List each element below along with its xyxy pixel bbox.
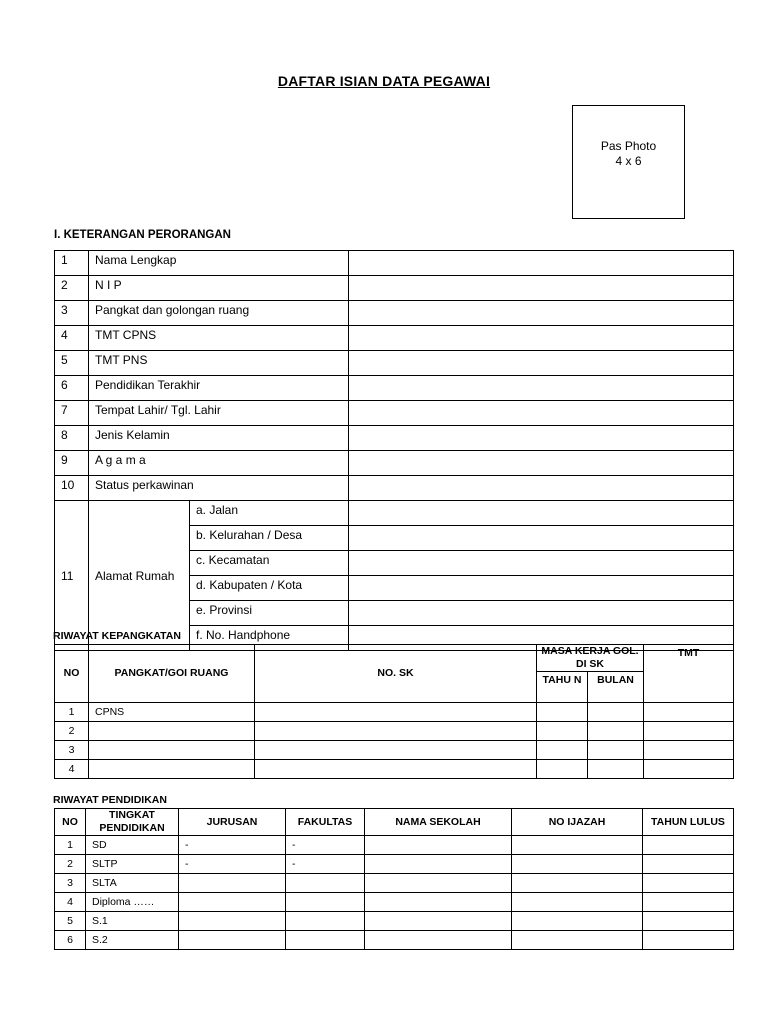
tingkat-cell: Diploma …… <box>86 893 179 912</box>
fakultas-cell[interactable] <box>286 931 365 950</box>
ijazah-cell[interactable] <box>512 912 643 931</box>
address-part-label: b. Kelurahan / Desa <box>190 526 349 551</box>
education-history-table <box>54 808 734 950</box>
jurusan-cell[interactable] <box>179 893 286 912</box>
tmt-cell[interactable] <box>644 741 734 760</box>
tingkat-cell: S.1 <box>86 912 179 931</box>
education-row <box>55 855 734 874</box>
sk-cell[interactable] <box>255 741 537 760</box>
jurusan-cell[interactable] <box>179 931 286 950</box>
field-label: A g a m a <box>89 451 349 476</box>
row-number: 10 <box>55 476 89 501</box>
field-label: Pangkat dan golongan ruang <box>89 301 349 326</box>
address-value-cell[interactable] <box>349 526 734 551</box>
address-part-label: d. Kabupaten / Kota <box>190 576 349 601</box>
row-number: 5 <box>55 912 86 931</box>
tingkat-cell: SLTP <box>86 855 179 874</box>
field-value-cell[interactable] <box>349 301 734 326</box>
lulus-cell[interactable] <box>643 874 734 893</box>
col-no-header: NO <box>55 645 89 703</box>
personal-row <box>55 251 734 276</box>
row-number: 4 <box>55 893 86 912</box>
field-value-cell[interactable] <box>349 326 734 351</box>
row-number: 7 <box>55 401 89 426</box>
row-number: 5 <box>55 351 89 376</box>
sekolah-cell[interactable] <box>365 855 512 874</box>
tmt-cell[interactable] <box>644 703 734 722</box>
fakultas-cell[interactable]: - <box>286 836 365 855</box>
tahun-cell[interactable] <box>537 760 588 779</box>
address-part-label: e. Provinsi <box>190 601 349 626</box>
education-row <box>55 893 734 912</box>
ijazah-cell[interactable] <box>512 836 643 855</box>
tmt-cell[interactable] <box>644 760 734 779</box>
row-number: 3 <box>55 874 86 893</box>
sekolah-cell[interactable] <box>365 912 512 931</box>
form-title: DAFTAR ISIAN DATA PEGAWAI <box>277 73 491 89</box>
fakultas-cell[interactable] <box>286 874 365 893</box>
row-number: 1 <box>55 251 89 276</box>
row-number: 2 <box>55 276 89 301</box>
education-row <box>55 874 734 893</box>
field-value-cell[interactable] <box>349 476 734 501</box>
row-number: 11 <box>55 501 89 651</box>
col-tahun-header: TAHU N <box>537 672 588 703</box>
bulan-cell[interactable] <box>588 741 644 760</box>
sekolah-cell[interactable] <box>365 836 512 855</box>
tahun-cell[interactable] <box>537 741 588 760</box>
tingkat-cell: S.2 <box>86 931 179 950</box>
photo-size: 4 x 6 <box>615 154 642 168</box>
row-number: 4 <box>55 760 89 779</box>
address-value-cell[interactable] <box>349 601 734 626</box>
ijazah-cell[interactable] <box>512 931 643 950</box>
field-value-cell[interactable] <box>349 451 734 476</box>
bulan-cell[interactable] <box>588 703 644 722</box>
section-rank-heading: RIWAYAT KEPANGKATAN <box>53 630 181 642</box>
row-number: 2 <box>55 722 89 741</box>
education-row <box>55 836 734 855</box>
fakultas-cell[interactable] <box>286 912 365 931</box>
lulus-cell[interactable] <box>643 931 734 950</box>
row-number: 1 <box>55 703 89 722</box>
rank-row <box>55 741 734 760</box>
field-label: Pendidikan Terakhir <box>89 376 349 401</box>
section-personal-heading: I. KETERANGAN PERORANGAN <box>54 229 231 241</box>
edu-col-fakultas-header: FAKULTAS <box>286 809 365 836</box>
field-value-cell[interactable] <box>349 351 734 376</box>
row-number: 6 <box>55 931 86 950</box>
field-label: Status perkawinan <box>89 476 349 501</box>
education-row <box>55 912 734 931</box>
edu-col-tingkat-header: TINGKAT PENDIDIKAN <box>86 809 179 836</box>
ijazah-cell[interactable] <box>512 874 643 893</box>
row-number: 8 <box>55 426 89 451</box>
personal-row <box>55 401 734 426</box>
lulus-cell[interactable] <box>643 912 734 931</box>
sekolah-cell[interactable] <box>365 874 512 893</box>
col-pangkat-header: PANGKAT/GOI RUANG <box>89 645 255 703</box>
field-value-cell[interactable] <box>349 276 734 301</box>
row-number: 4 <box>55 326 89 351</box>
jurusan-cell[interactable]: - <box>179 836 286 855</box>
personal-row <box>55 326 734 351</box>
lulus-cell[interactable] <box>643 855 734 874</box>
tingkat-cell: SD <box>86 836 179 855</box>
section-education-heading: RIWAYAT PENDIDIKAN <box>53 794 167 806</box>
field-value-cell[interactable] <box>349 376 734 401</box>
jurusan-cell[interactable] <box>179 912 286 931</box>
personal-row <box>55 376 734 401</box>
row-number: 6 <box>55 376 89 401</box>
sk-cell[interactable] <box>255 703 537 722</box>
col-masa-kerja-header: MASA KERJA GOL. DI SK <box>537 645 644 672</box>
sekolah-cell[interactable] <box>365 931 512 950</box>
edu-col-no-header: NO <box>55 809 86 836</box>
tingkat-cell: SLTA <box>86 874 179 893</box>
rank-row <box>55 722 734 741</box>
col-bulan-header: BULAN <box>588 672 644 703</box>
address-value-cell[interactable] <box>349 551 734 576</box>
personal-row <box>55 301 734 326</box>
field-value-cell[interactable] <box>349 401 734 426</box>
address-part-label: a. Jalan <box>190 501 349 526</box>
address-value-cell[interactable] <box>349 576 734 601</box>
field-label: Alamat Rumah <box>89 501 190 651</box>
sekolah-cell[interactable] <box>365 893 512 912</box>
lulus-cell[interactable] <box>643 893 734 912</box>
pangkat-cell[interactable] <box>89 741 255 760</box>
bulan-cell[interactable] <box>588 722 644 741</box>
edu-col-jurusan-header: JURUSAN <box>179 809 286 836</box>
photo-label: Pas Photo <box>600 139 657 153</box>
col-tmt-header: TMT <box>644 645 734 703</box>
fakultas-cell[interactable]: - <box>286 855 365 874</box>
field-label: Jenis Kelamin <box>89 426 349 451</box>
pangkat-cell[interactable] <box>89 760 255 779</box>
field-label: N I P <box>89 276 349 301</box>
row-number: 1 <box>55 836 86 855</box>
rank-row <box>55 703 734 722</box>
sk-cell[interactable] <box>255 722 537 741</box>
education-row <box>55 931 734 950</box>
jurusan-cell[interactable]: - <box>179 855 286 874</box>
rank-row <box>55 760 734 779</box>
pangkat-cell[interactable]: CPNS <box>89 703 255 722</box>
personal-row <box>55 476 734 501</box>
address-part-label: c. Kecamatan <box>190 551 349 576</box>
edu-col-sekolah-header: NAMA SEKOLAH <box>365 809 512 836</box>
address-value-cell[interactable] <box>349 501 734 526</box>
ijazah-cell[interactable] <box>512 855 643 874</box>
edu-col-lulus-header: TAHUN LULUS <box>643 809 734 836</box>
field-label: TMT PNS <box>89 351 349 376</box>
tahun-cell[interactable] <box>537 722 588 741</box>
row-number: 3 <box>55 301 89 326</box>
col-sk-header: NO. SK <box>255 645 537 703</box>
address-part-label: f. No. Handphone <box>190 626 349 651</box>
lulus-cell[interactable] <box>643 836 734 855</box>
personal-row <box>55 451 734 476</box>
tmt-cell[interactable] <box>644 722 734 741</box>
edu-col-ijazah-header: NO IJAZAH <box>512 809 643 836</box>
row-number: 2 <box>55 855 86 874</box>
ijazah-cell[interactable] <box>512 893 643 912</box>
bulan-cell[interactable] <box>588 760 644 779</box>
fakultas-cell[interactable] <box>286 893 365 912</box>
photo-placeholder <box>572 105 685 219</box>
field-label: Nama Lengkap <box>89 251 349 276</box>
sk-cell[interactable] <box>255 760 537 779</box>
field-label: Tempat Lahir/ Tgl. Lahir <box>89 401 349 426</box>
tahun-cell[interactable] <box>537 703 588 722</box>
personal-row <box>55 276 734 301</box>
rank-history-table <box>54 644 734 779</box>
personal-row <box>55 351 734 376</box>
pangkat-cell[interactable] <box>89 722 255 741</box>
field-value-cell[interactable] <box>349 426 734 451</box>
row-number: 9 <box>55 451 89 476</box>
address-row <box>55 501 734 526</box>
field-value-cell[interactable] <box>349 251 734 276</box>
personal-row <box>55 426 734 451</box>
field-label: TMT CPNS <box>89 326 349 351</box>
row-number: 3 <box>55 741 89 760</box>
personal-info-table <box>54 250 734 651</box>
jurusan-cell[interactable] <box>179 874 286 893</box>
